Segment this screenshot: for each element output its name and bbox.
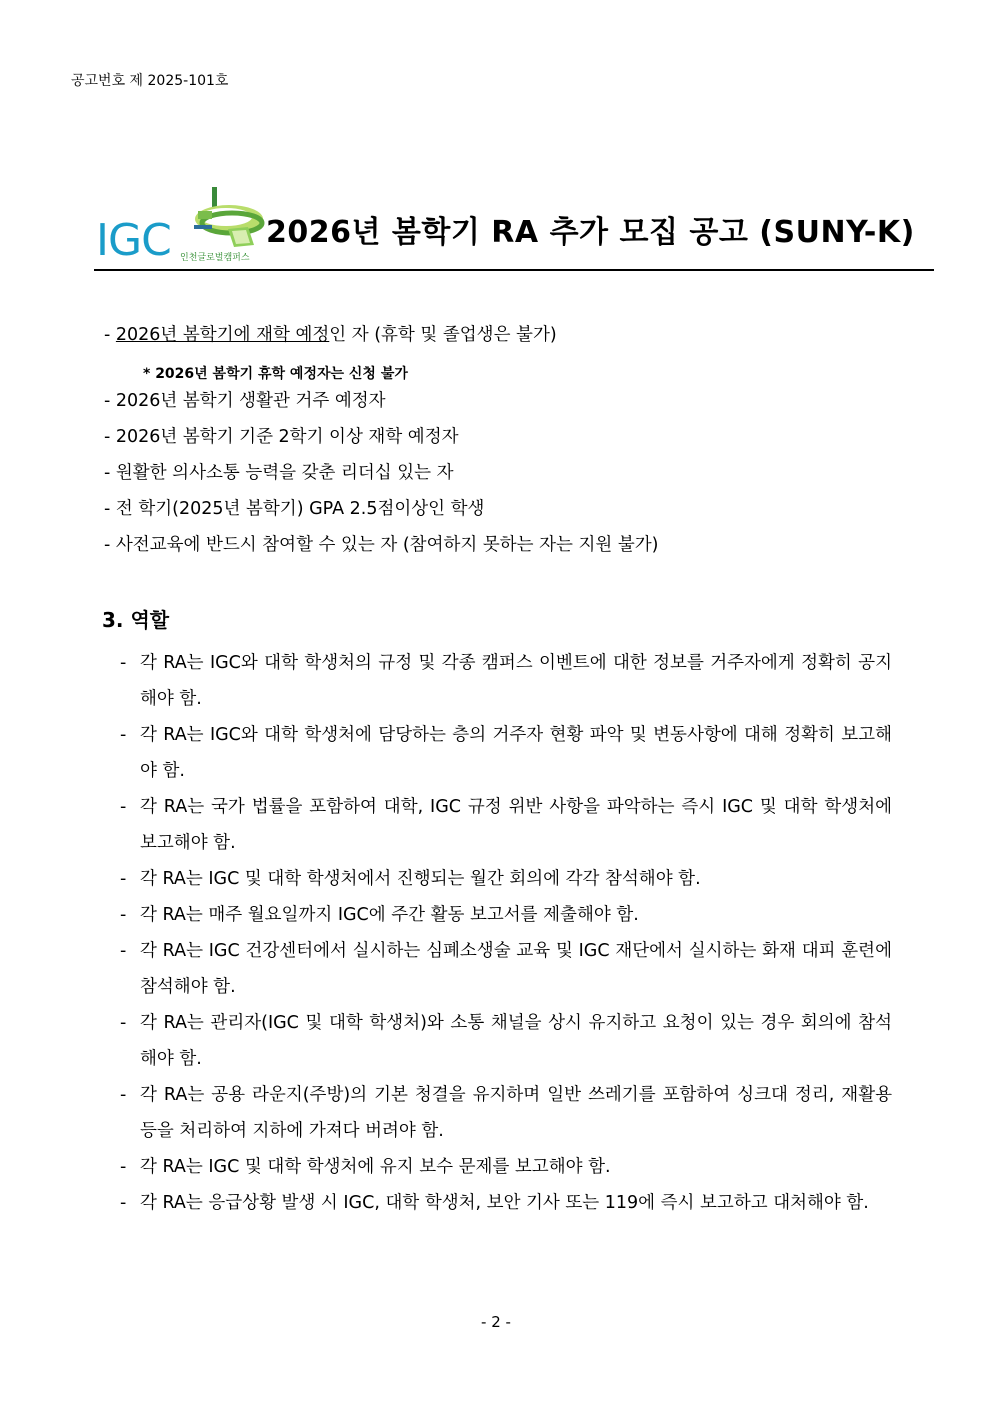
item-text: 사전교육에 반드시 참여할 수 있는 자 (참여하지 못하는 자는 지원 불가) [115, 535, 659, 555]
role-text: 각 RA는 IGC와 대학 학생처에 담당하는 층의 거주자 현황 파악 및 변동사항에 대해 정확히 보고해야 함. [140, 725, 892, 781]
qualification-item-1 [104, 327, 557, 345]
role-text: 각 RA는 IGC 및 대학 학생처에서 진행되는 월간 회의에 각각 참석해야 함. [140, 869, 701, 889]
role-text: 각 RA는 IGC 및 대학 학생처에 유지 보수 문제를 보고해야 함. [140, 1157, 611, 1177]
title-rule [94, 269, 934, 271]
logo-text: IGC [96, 215, 171, 266]
role-item: - 각 RA는 IGC와 대학 학생처에 담당하는 층의 거주자 현황 파악 및 변동사항에 대해 정확히 보고해야 함. [120, 717, 892, 789]
role-text: 각 RA는 공용 라운지(주방)의 기본 청결을 유지하며 일반 쓰레기를 포함하여 싱크대 정리, 재활용 등을 처리하여 지하에 가져다 버려야 함. [140, 1085, 892, 1141]
role-item: - 각 RA는 IGC와 대학 학생처의 규정 및 각종 캠퍼스 이벤트에 대한 정보를 거주자에게 정확히 공지해야 함. [120, 645, 892, 717]
item-text: 전 학기(2025년 봄학기) GPA 2.5점이상인 학생 [115, 499, 485, 519]
document-header [94, 185, 934, 273]
qualification-note: * 2026년 봄학기 휴학 예정자는 신청 불가 [143, 366, 408, 382]
qualification-item-3: - 2026년 봄학기 기준 2학기 이상 재학 예정자 [104, 427, 459, 447]
role-text: 각 RA는 관리자(IGC 및 대학 학생처)와 소통 채널을 상시 유지하고 요청이 있는 경우 회의에 참석해야 함. [140, 1013, 892, 1069]
role-item: - 각 RA는 공용 라운지(주방)의 기본 청결을 유지하며 일반 쓰레기를 포함하여 싱크대 정리, 재활용 등을 처리하여 지하에 가져다 버려야 함. [120, 1077, 892, 1149]
page-number: - 2 - [481, 1313, 511, 1331]
role-text: 각 RA는 국가 법률을 포함하여 대학, IGC 규정 위반 사항을 파악하는 즉시 IGC 및 대학 학생처에 보고해야 함. [140, 797, 892, 853]
role-text: 각 RA는 응급상황 발생 시 IGC, 대학 학생처, 보안 기사 또는 119에 즉시 보고하고 대처해야 함. [140, 1193, 869, 1213]
role-item: - 각 RA는 관리자(IGC 및 대학 학생처)와 소통 채널을 상시 유지하고 요청이 있는 경우 회의에 참석해야 함. [120, 1005, 892, 1077]
logo-subtext: 인천글로벌캠퍼스 [180, 253, 250, 263]
item-text: 2026년 봄학기 생활관 거주 예정자 [115, 391, 386, 411]
underlined-text: 2026년 봄학기에 재학 예정 [115, 325, 330, 345]
role-text: 각 RA는 IGC 건강센터에서 실시하는 심폐소생술 교육 및 IGC 재단에서 실시하는 화재 대피 훈련에 참석해야 함. [140, 941, 892, 997]
qualification-item-2: - 2026년 봄학기 생활관 거주 예정자 [104, 391, 386, 411]
item-text: 인 자 (휴학 및 졸업생은 불가) [329, 325, 557, 345]
role-item: - 각 RA는 IGC 및 대학 학생처에 유지 보수 문제를 보고해야 함. [120, 1149, 892, 1185]
item-text: 원활한 의사소통 능력을 갖춘 리더십 있는 자 [115, 463, 454, 483]
role-item: - 각 RA는 IGC 및 대학 학생처에서 진행되는 월간 회의에 각각 참석해야 함. [120, 861, 892, 897]
role-item: - 각 RA는 응급상황 발생 시 IGC, 대학 학생처, 보안 기사 또는 119에 즉시 보고하고 대처해야 함. [120, 1185, 892, 1221]
list-dash: - [104, 325, 116, 345]
qualification-item-6: - 사전교육에 반드시 참여할 수 있는 자 (참여하지 못하는 자는 지원 불가) [104, 535, 659, 555]
role-item: - 각 RA는 매주 월요일까지 IGC에 주간 활동 보고서를 제출해야 함. [120, 897, 892, 933]
role-item: - 각 RA는 국가 법률을 포함하여 대학, IGC 규정 위반 사항을 파악하는 즉시 IGC 및 대학 학생처에 보고해야 함. [120, 789, 892, 861]
igc-logo [94, 185, 269, 267]
campus-graphic-icon [174, 185, 274, 251]
qualification-item-4: - 원활한 의사소통 능력을 갖춘 리더십 있는 자 [104, 463, 454, 483]
qualification-item-5: - 전 학기(2025년 봄학기) GPA 2.5점이상인 학생 [104, 499, 485, 519]
role-item: - 각 RA는 IGC 건강센터에서 실시하는 심폐소생술 교육 및 IGC 재단에서 실시하는 화재 대피 훈련에 참석해야 함. [120, 933, 892, 1005]
document-title: 2026년 봄학기 RA 추가 모집 공고 (SUNY-K) [266, 215, 915, 250]
notice-number: 공고번호 제 2025-101호 [71, 73, 229, 89]
role-text: 각 RA는 매주 월요일까지 IGC에 주간 활동 보고서를 제출해야 함. [140, 905, 639, 925]
role-text: 각 RA는 IGC와 대학 학생처의 규정 및 각종 캠퍼스 이벤트에 대한 정보를 거주자에게 정확히 공지해야 함. [140, 653, 892, 709]
item-text: 2026년 봄학기 기준 2학기 이상 재학 예정자 [115, 427, 459, 447]
section-heading: 3. 역할 [102, 608, 170, 632]
